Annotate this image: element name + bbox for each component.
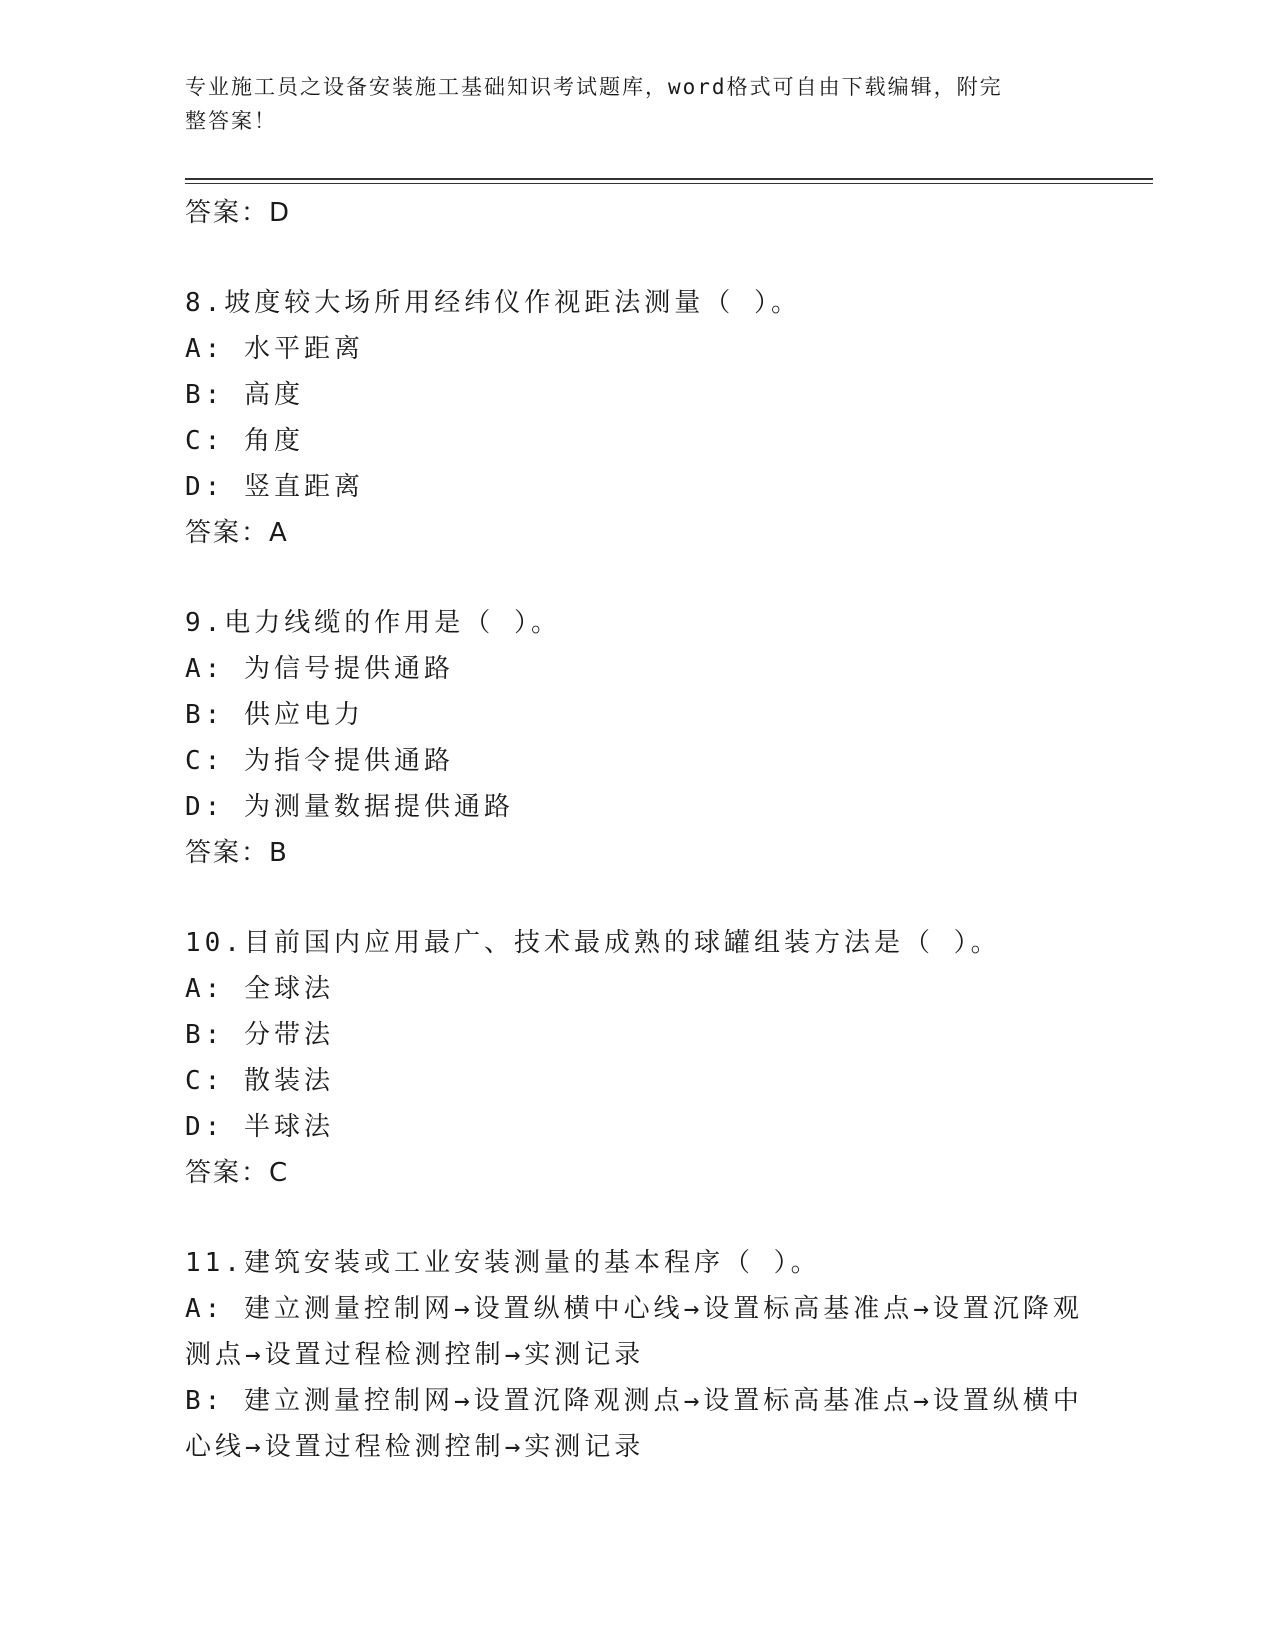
question-10 xyxy=(185,920,1085,1196)
answer: 答案：C xyxy=(185,1158,290,1188)
option-d: D: 为测量数据提供通路 xyxy=(185,792,514,822)
option-b: B: 供应电力 xyxy=(185,700,364,730)
question-8 xyxy=(185,280,1085,556)
question-title: 8.坡度较大场所用经纬仪作视距法测量（ ）。 xyxy=(185,288,801,318)
question-title: 9.电力线缆的作用是（ ）。 xyxy=(185,608,561,638)
option-d: D: 半球法 xyxy=(185,1112,334,1142)
question-list xyxy=(185,190,1085,1470)
answer: 答案：B xyxy=(185,838,289,868)
option-c: C: 散装法 xyxy=(185,1066,334,1096)
question-title: 11.建筑安装或工业安装测量的基本程序（ ）。 xyxy=(185,1248,821,1278)
question-11 xyxy=(185,1240,1085,1470)
question-title: 10.目前国内应用最广、技术最成熟的球罐组装方法是（ ）。 xyxy=(185,928,1001,958)
option-d: D: 竖直距离 xyxy=(185,472,364,502)
option-b-line-1: B: 建立测量控制网→设置沉降观测点→设置标高基准点→设置纵横中 xyxy=(185,1386,1083,1416)
option-c: C: 为指令提供通路 xyxy=(185,746,454,776)
option-b: B: 高度 xyxy=(185,380,304,410)
document-header xyxy=(185,70,1065,138)
option-a-line-2: 测点→设置过程检测控制→实测记录 xyxy=(185,1340,645,1370)
header-line-1: 专业施工员之设备安装施工基础知识考试题库，word格式可自由下载编辑，附完 xyxy=(185,75,1003,99)
option-a: A: 水平距离 xyxy=(185,334,364,364)
option-a: A: 全球法 xyxy=(185,974,334,1004)
option-a-line-1: A: 建立测量控制网→设置纵横中心线→设置标高基准点→设置沉降观 xyxy=(185,1294,1083,1324)
previous-answer: 答案：D xyxy=(185,198,292,228)
option-b: B: 分带法 xyxy=(185,1020,334,1050)
header-line-2: 整答案！ xyxy=(185,109,277,133)
question-9 xyxy=(185,600,1085,876)
header-divider-thick xyxy=(185,178,1153,180)
answer: 答案：A xyxy=(185,518,289,548)
option-b-line-2: 心线→设置过程检测控制→实测记录 xyxy=(185,1432,645,1462)
header-divider-thin xyxy=(185,183,1153,184)
option-a: A: 为信号提供通路 xyxy=(185,654,454,684)
option-c: C: 角度 xyxy=(185,426,304,456)
